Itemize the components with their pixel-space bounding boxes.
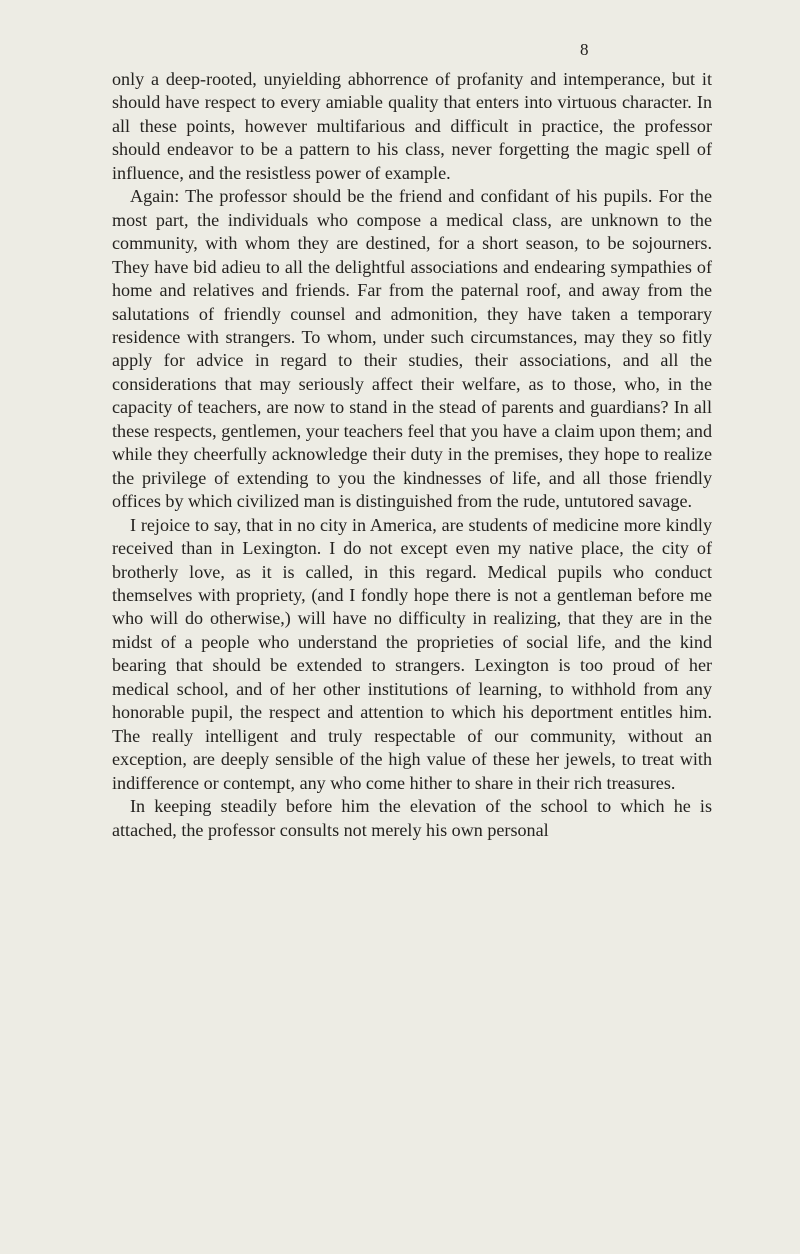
paragraph-2: Again: The professor should be the friend and confidant of his pupils. For the most part, the individuals who compose a medical class, are unknown to the community, with whom they are destined, for a short season, to be sojourners. They have bid adieu to all the delightful associations and endearing sympathies of home and relatives and friends. Far from the paternal roof, and away from the salutations of friendly counsel and admonition, they have taken a temporary residence with strangers. To whom, under such circumstances, may they so fitly apply for advice in regard to their studies, their associations, and all the considerations that may seriously affect their welfare, as to those, who, in the capacity of teachers, are now to stand in the stead of parents and guardians? In all these respects, gentlemen, your teachers feel that you have a claim upon them; and while they cheerfully acknowledge their duty in the premises, they hope to realize the privilege of extending to you the kindnesses of life, and all those friendly offices by which civilized man is distinguished from the rude, untutored savage. [112, 186, 712, 512]
paragraph-1: only a deep-rooted, unyielding abhorrence of profanity and intemperance, but it should have respect to every amiable quality that enters into virtuous character. In all these points, however multifarious and difficult in practice, the professor should endeavor to be a pattern to his class, never forgetting the magic spell of influence, and the resistless power of example. [112, 69, 712, 183]
body-text [112, 68, 712, 842]
paragraph-3: I rejoice to say, that in no city in America, are students of medicine more kindly received than in Lexington. I do not except even my native place, the city of brotherly love, as it is called, in this regard. Medical pupils who conduct themselves with propriety, (and I fondly hope there is not a gentleman before me who will do otherwise,) will have no difficulty in realizing, that they are in the midst of a people who understand the proprieties of social life, and the kind bearing that should be extended to strangers. Lexington is too proud of her medical school, and of her other institutions of learning, to withhold from any honorable pupil, the respect and attention to which his deportment entitles him. The really intelligent and truly respectable of our community, without an exception, are deeply sensible of the high value of these her jewels, to treat with indifference or contempt, any who come hither to share in their rich treasures. [112, 514, 712, 793]
paragraph-4: In keeping steadily before him the elevation of the school to which he is attached, the professor consults not merely his own personal [112, 796, 712, 840]
page-number: 8 [580, 40, 589, 59]
